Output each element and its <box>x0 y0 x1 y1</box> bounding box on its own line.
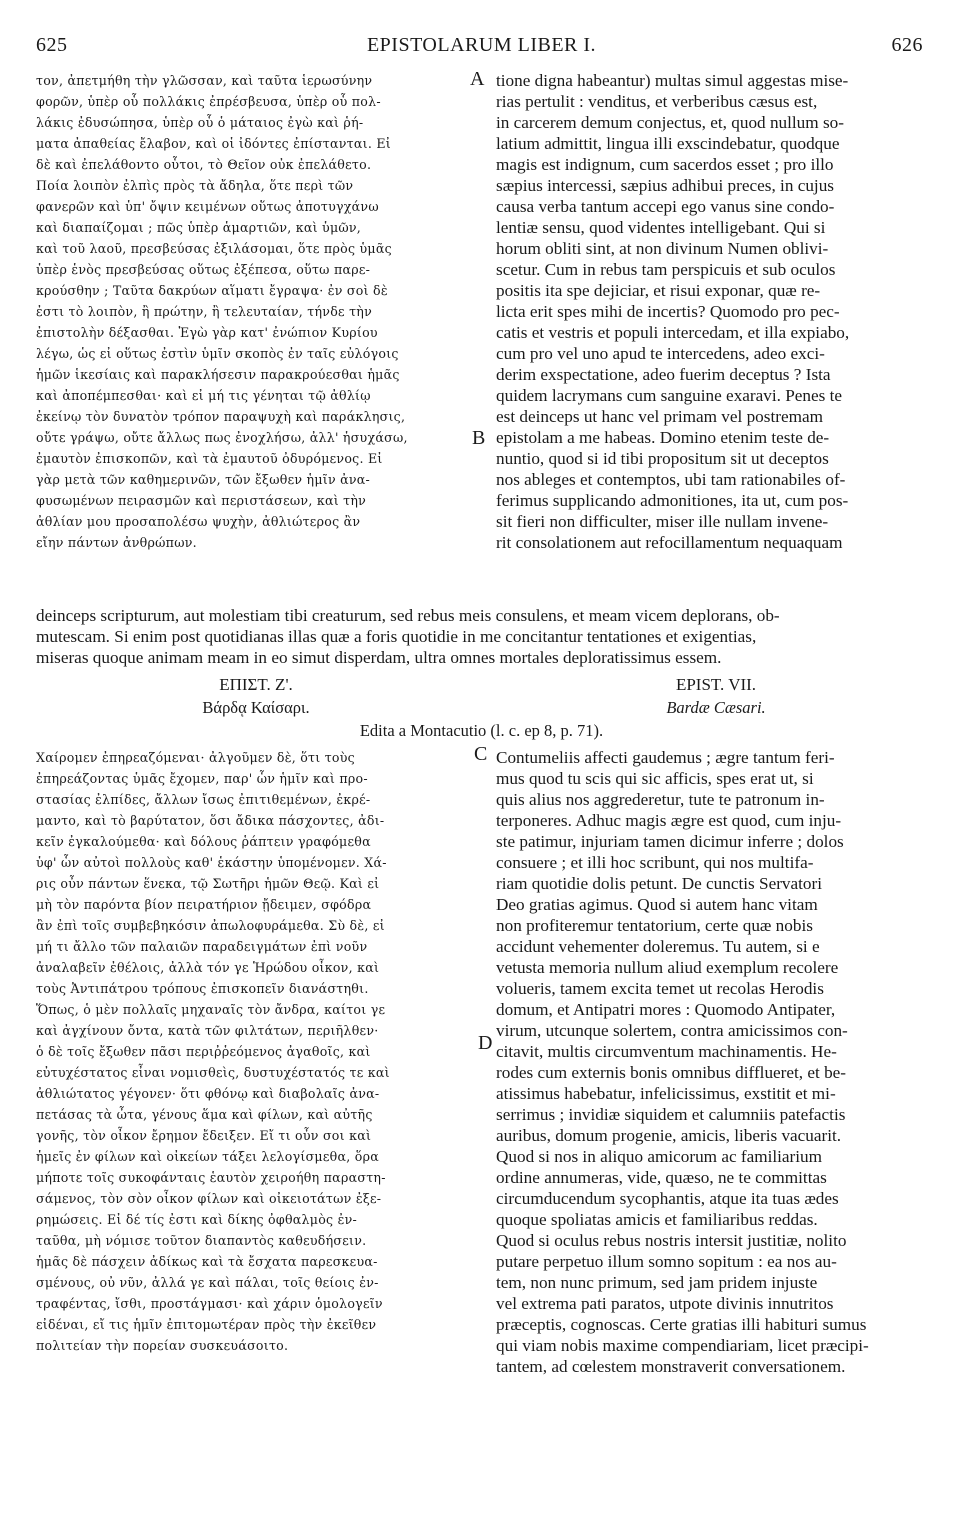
ep7-heading-latin: EPIST. VII. <box>675 675 757 694</box>
margin-letter-a: A <box>470 68 485 90</box>
margin-letter-b: B <box>472 427 486 449</box>
page-number-left: 625 <box>36 34 68 56</box>
margin-letter-d: D <box>478 1032 493 1054</box>
ep7-latin-text: Contumeliis affecti gaudemus ; ægre tantum feri- mus quod tu scis qui sic afficis, spes erat ut, si quis alius nos aggrederetur, tute te patronum in- terponeres. Adhuc magis ægre est quod, cum inju- ste patimur, injuriam tamen dicimur inferre ; dolos consuere ; et illi hoc scribunt, qui nos multifa- riam quotidie dolis petunt. De cunctis Servatori Deo gratias agimus. Quod si autem hanc vitam non profiteremur tentatorium, certe quæ nobis accidunt vehementer doleremus. Tu autem, si e vetusta memoria nullum aliud exemplum recolere volueris, tamem excita temet ut recolas Herodis domum, et Antipatri mores : Quomodo Antipater, virum, utcunque solertem, contra amicissimos con- citavit, multis circumventum machinamentis. He- rodes cum externis bonis omnibus difflueret, et be- atissimus habebatur, infelicissimus, exstitit et mi- serrimus ; invidiæ siquidem et calumniis patefactis auribus, domum progenie, amicis, liberis vacuarit. Quod si nos in aliquo amicorum ac familiarium ordine annumeras, vide, quæso, ne te committas circumducendum sycophantis, atque ita tuas ædes quoque spoliatas amicis et familiaribus reddas. Quod si oculus rebus nostris intersit justitiæ, nolito putare perpetuo illum somno sopitum : ea nos au- tem, non nunc primum, sed jam pridem injuste vel extrema pati paratos, utpote divinis innutritos præceptis, cognoscas. Certe gratias illi habituri sumus qui viam nobis maxime compendiariam, licet præcipi- tantem, ad cœlestem monstraverit conversationem. <box>496 748 869 1376</box>
margin-letter-c: C <box>474 743 488 765</box>
ep7-addressee-latin: Bardæ Cæsari. <box>666 698 766 717</box>
ep7-heading-greek: ΕΠΙΣΤ. Ζ'. <box>219 675 293 694</box>
ep7-edition-note: Edita a Montacutio (l. c. ep 8, p. 71). <box>359 721 604 740</box>
running-header <box>0 34 963 58</box>
ep6-greek-text: τον, ἀπετμήθη τὴν γλῶσσαν, καὶ ταῦτα ἱερωσύνην φορῶν, ὑπὲρ οὗ πολλάκις ἐπρέσβευσα, ὑπὲρ οὗ πολ- λάκις ἐδυσώπησα, ὑπὲρ οὗ ὁ μάταιος ἐγὼ καὶ ῥή- ματα ἀπαθείας ἔλαβον, καὶ οἱ ἰδόντες ἐπίστανται. Εἰ δὲ καὶ ἐπελάθοντο οὗτοι, τὸ Θεῖον οὐκ ἐπελάθετο. Ποία λοιπὸν ἐλπὶς πρὸς τὰ ἄδηλα, ὅτε περὶ τῶν φανερῶν καὶ ὑπ' ὄψιν κειμένων οὕτως ἀποτυγχάνω καὶ διαπαίζομαι ; πῶς ὑπὲρ ἁμαρτιῶν, καὶ ὑμῶν, καὶ τοῦ λαοῦ, πρεσβεύσας ἐξιλάσομαι, ὅτε πρὸς ὑμᾶς ὑπὲρ ἑνὸς πρεσβεύσας οὕτως ἐξέπεσα, οὕτω παρε- κρούσθην ; Ταῦτα δακρύων αἵματι ἔγραψα· ἐν σοὶ δὲ ἐστι τὸ λοιπὸν, ἢ πρώτην, ἢ τελευταίαν, τήνδε τὴν ἐπιστολὴν δέξασθαι. Ἐγὼ γὰρ κατ' ἐνώπιον Κυρίου λέγω, ὡς εἰ οὕτως ἐστὶν ὑμῖν σκοπὸς ἐν ταῖς εὐλόγοις ἡμῶν ἱκεσίαις καὶ παρακλήσεσιν παρακρούεσθαι ἡμᾶς καὶ ἀποπέμπεσθαι· καὶ εἰ μή τις γένηται τῷ ἀθλίῳ ἐκείνῳ τὸν δυνατὸν τρόπον παραψυχὴ καὶ παράκλησις, οὔτε γράψω, οὔτε ἄλλως πως ἐνοχλήσω, ἀλλ' ἡσυχάσω, ἐμαυτὸν ἐπισκοπῶν, καὶ τὰ ἐμαυτοῦ ὀδυρόμενος. Εἰ γὰρ μετὰ τῶν καθημερινῶν, τῶν ἔξωθεν ἡμῖν ἀνα- φυσωμένων πειρασμῶν καὶ περιστάσεων, καὶ τὴν ἀθλίαν μου προσαπολέσω ψυχὴν, ἀθλιώτερος ἂν εἴην πάντων ἀνθρώπων. <box>36 73 408 550</box>
ep7-addressee-greek: Βάρδᾳ Καίσαρι. <box>202 698 310 717</box>
ep6-latin-text: tione digna habeantur) multas simul aggestas mise- rias pertulit : venditus, et verberibus cæsus est, in carcerem demum conjectus, et, quod nullum so- latium admittit, lingua illi exscindebatur, quodque magis est indignum, cum sacerdos esset ; pro illo sæpius intercessi, sæpius adhibui preces, in cujus causa verba tantum accepi ego vanus sine condo- lentiæ sensu, quod videntes intelligebant. Qui si horum obliti sint, at non divinum Numen oblivi- scetur. Cum in rebus tam perspicuis et sub oculos positis ita spe dejiciar, et risui exponar, quæ re- licta erit spes mihi de incertis? Quomodo pro pec- catis et vestris et populi intercedam, et illa expiabo, cum pro vel uno apud te intercedens, adeo exci- derim exspectatione, adeo fuerim deceptus ? Ista quidem lacrymans cum sanguine exaravi. Penes te est deinceps ut hanc vel primam vel postremam epistolam a me habeas. Domino etenim teste de- nuntio, quod si id tibi propositum sit ut deceptos nos ableges et contemptos, ubi tam rationabiles of- ferimus supplicando admonitiones, ita ut, cum pos- sit fieri non difficulter, miser ille nullam invene- rit consolationem aut refocillamentum nequaquam <box>496 71 850 552</box>
ep6-latin-full-width: deinceps scripturum, aut molestiam tibi creaturum, sed rebus meis consulens, et meam vicem deplorans, ob- mutescam. Si enim post quotidianas illas quæ a foris quotidie in me concitantur tentationes et exigentias, miseras quoque animam meam in eo simut disperdam, ultra omnes mortales deploratissimus essem. <box>36 606 780 667</box>
running-title: EPISTOLARUM LIBER I. <box>366 34 597 56</box>
page-number-right: 626 <box>891 34 923 56</box>
ep7-greek-text: Χαίρομεν ἐπηρεαζόμεναι· ἀλγοῦμεν δὲ, ὅτι τοὺς ἐπηρεάζοντας ὑμᾶς ἔχομεν, παρ' ὧν ἡμῖν καὶ προ- στασίας ἐλπίδες, ἄλλων ἴσως ἐπιτιθεμένων, ἐκρέ- μαντο, καὶ τὸ βαρύτατον, ὅσι ἄδικα πάσχοντες, ἀδι- κεῖν ἐγκαλούμεθα· καὶ δόλους ῥάπτειν γραφόμεθα ὑφ' ὧν αὐτοὶ πολλοὺς καθ' ἑκάστην ὑπομένομεν. Χά- ρις οὖν πάντων ἕνεκα, τῷ Σωτῆρι ἡμῶν Θεῷ. Καὶ εἰ μὴ τὸν παρόντα βίον πειρατήριον ᾔδειμεν, σφόδρα ἂν ἐπὶ τοῖς συμβεβηκόσιν ἀπωλοφυράμεθα. Σὺ δὲ, εἰ μή τι ἄλλο τῶν παλαιῶν παραδειγμάτων ἐπὶ νοῦν ἀναλαβεῖν ἐθέλοις, ἀλλὰ τόν γε Ἡρώδου οἶκον, καὶ τοὺς Ἀντιπάτρου τρόπους ἐπισκοπεῖν διανάστηθι. Ὅπως, ὁ μὲν πολλαῖς μηχαναῖς τὸν ἄνδρα, καίτοι γε καὶ ἀγχίνουν ὄντα, κατὰ τῶν φιλτάτων, περιῆλθεν· ὁ δὲ τοῖς ἔξωθεν πᾶσι περιῤῥεόμενος ἀγαθοῖς, καὶ εὐτυχέστατος εἶναι νομισθεὶς, δυστυχέστατός τε καὶ ἀθλιώτατος γέγονεν· ὅτι φθόνῳ καὶ διαβολαῖς ἀνα- πετάσας τὰ ὦτα, γένους ἅμα καὶ φίλων, καὶ αὐτῆς γονῆς, τὸν οἶκον ἔρημον ἔδειξεν. Εἴ τι οὖν σοι καὶ ἡμεῖς ἐν φίλων καὶ οἰκείων τάξει λελογίσμεθα, ὅρα μήποτε τοῖς συκοφάνταις ἑαυτὸν χειροήθη παραστη- σάμενος, τὸν σὸν οἶκον φίλων καὶ οἰκειοτάτων ἐξε- ρημώσεις. Εἰ δέ τίς ἐστι καὶ δίκης ὀφθαλμὸς ἐν- ταῦθα, μὴ νόμισε τοῦτον διαπαντὸς καθευδήσειν. ἡμᾶς δὲ πάσχειν ἀδίκως καὶ τὰ ἔσχατα παρεσκευα- σμένους, οὐ νῦν, ἀλλά γε καὶ πάλαι, τοῖς θείοις ἐν- τραφέντας, ἴσθι, προστάγμασι· καὶ χάριν ὁμολογεῖν εἰδέναι, εἴ τις ἡμῖν ἐπιτομωτέραν πρὸς τὴν ἐκεῖθεν πολιτείαν τὴν πορείαν συσκευάσοιτο. <box>36 750 390 1353</box>
